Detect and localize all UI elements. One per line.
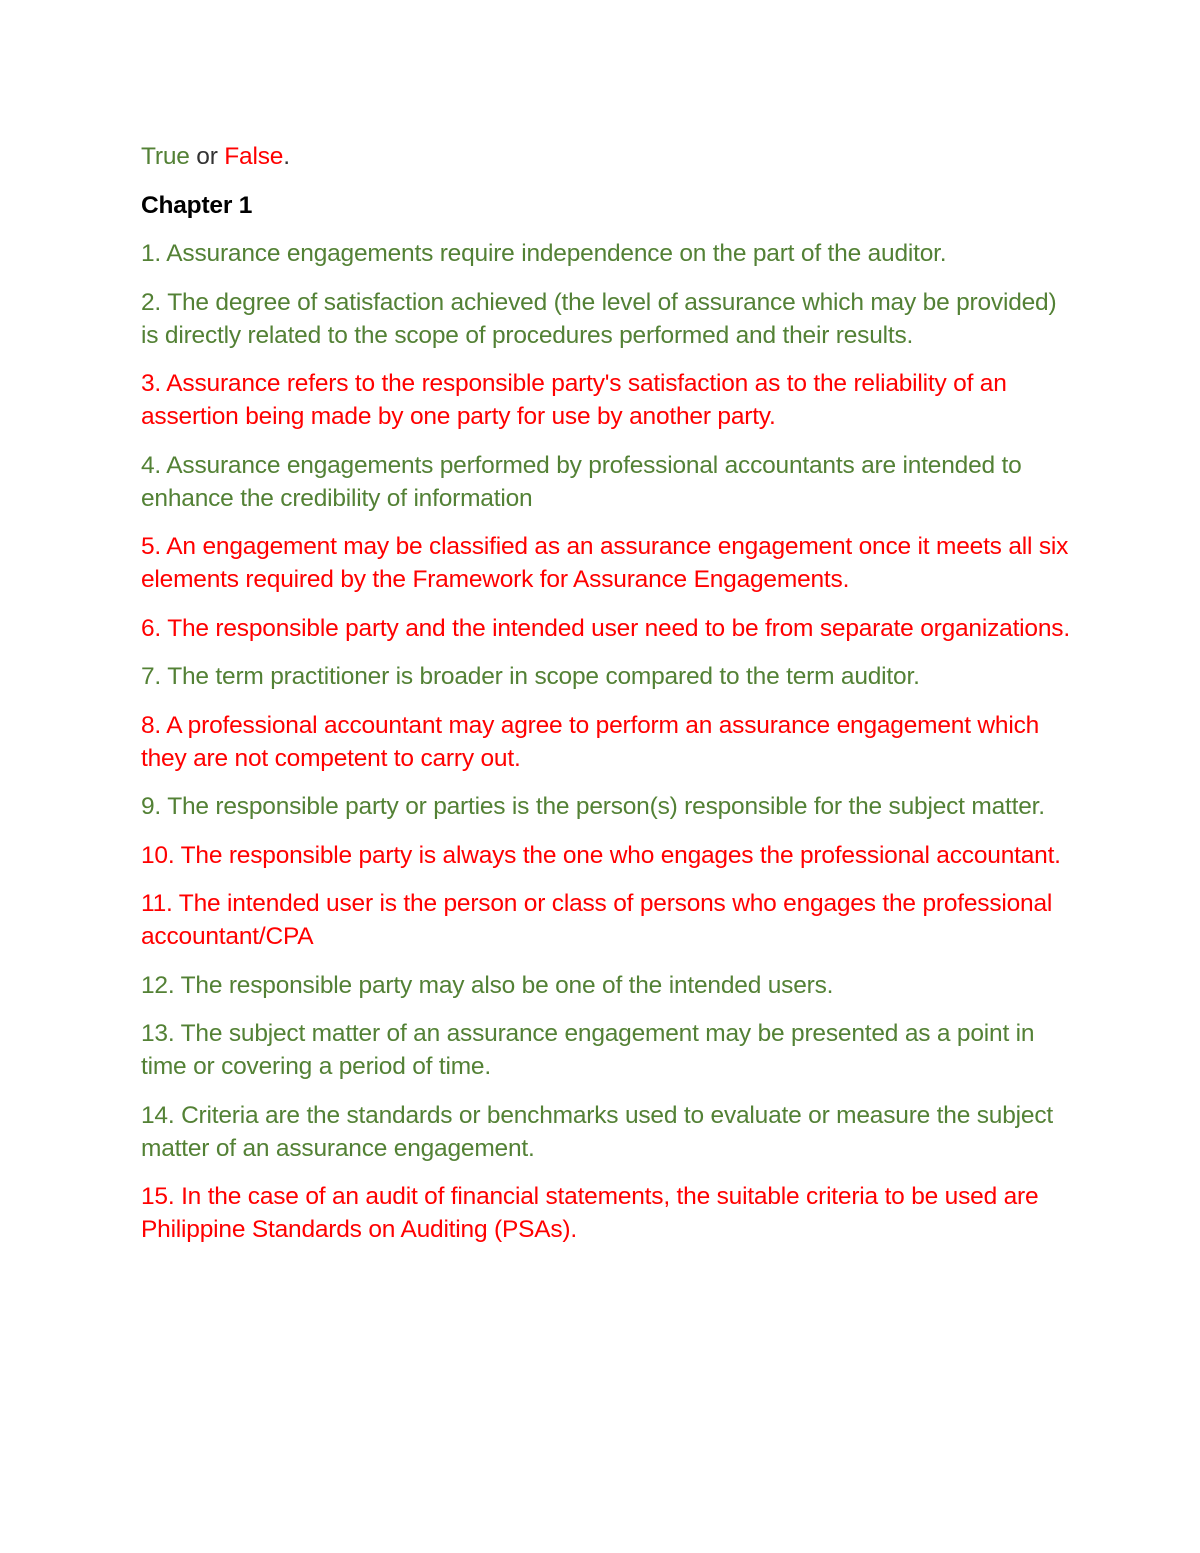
question-item-1: 1. Assurance engagements require independence on the part of the auditor. xyxy=(141,240,947,267)
question-item-9: 9. The responsible party or parties is the person(s) responsible for the subject matter. xyxy=(141,793,1045,820)
question-item-15: 15. In the case of an audit of financial statements, the suitable criteria to be used are Philippine Standards on Auditing (PSAs). xyxy=(141,1183,1039,1243)
legend-true: True xyxy=(141,143,190,170)
question-item-3: 3. Assurance refers to the responsible party's satisfaction as to the reliability of an assertion being made by one party for use by another party. xyxy=(141,370,1007,430)
question-item-11: 11. The intended user is the person or class of persons who engages the professional accountant/CPA xyxy=(141,890,1053,950)
question-item-7: 7. The term practitioner is broader in scope compared to the term auditor. xyxy=(141,663,920,690)
legend-line xyxy=(141,140,1071,173)
legend-false: False xyxy=(224,143,284,170)
question-item-2: 2. The degree of satisfaction achieved (the level of assurance which may be provided) is directly related to the scope of procedures performed and their results. xyxy=(141,288,1057,349)
chapter-heading: Chapter 1 xyxy=(141,191,253,219)
question-list xyxy=(141,237,1071,1246)
legend-period: . xyxy=(283,143,290,170)
question-item-12: 12. The responsible party may also be one of the intended users. xyxy=(141,971,834,999)
question-item-6: 6. The responsible party and the intended user need to be from separate organizations. xyxy=(141,614,1070,642)
question-item-8: 8. A professional accountant may agree to perform an assurance engagement which they are not competent to carry out. xyxy=(141,711,1040,772)
question-item-14: 14. Criteria are the standards or benchmarks used to evaluate or measure the subject matter of an assurance engagement. xyxy=(141,1101,1053,1162)
question-item-4: 4. Assurance engagements performed by professional accountants are intended to enhance the credibility of information xyxy=(141,451,1022,512)
question-item-5: 5. An engagement may be classified as an assurance engagement once it meets all six elements required by the Framework for Assurance Engagements. xyxy=(141,533,1069,593)
question-item-10: 10. The responsible party is always the one who engages the professional accountant. xyxy=(141,841,1061,869)
document-page xyxy=(141,140,1071,1262)
legend-or: or xyxy=(189,143,225,170)
question-item-13: 13. The subject matter of an assurance engagement may be presented as a point in time or covering a period of time. xyxy=(141,1020,1035,1080)
